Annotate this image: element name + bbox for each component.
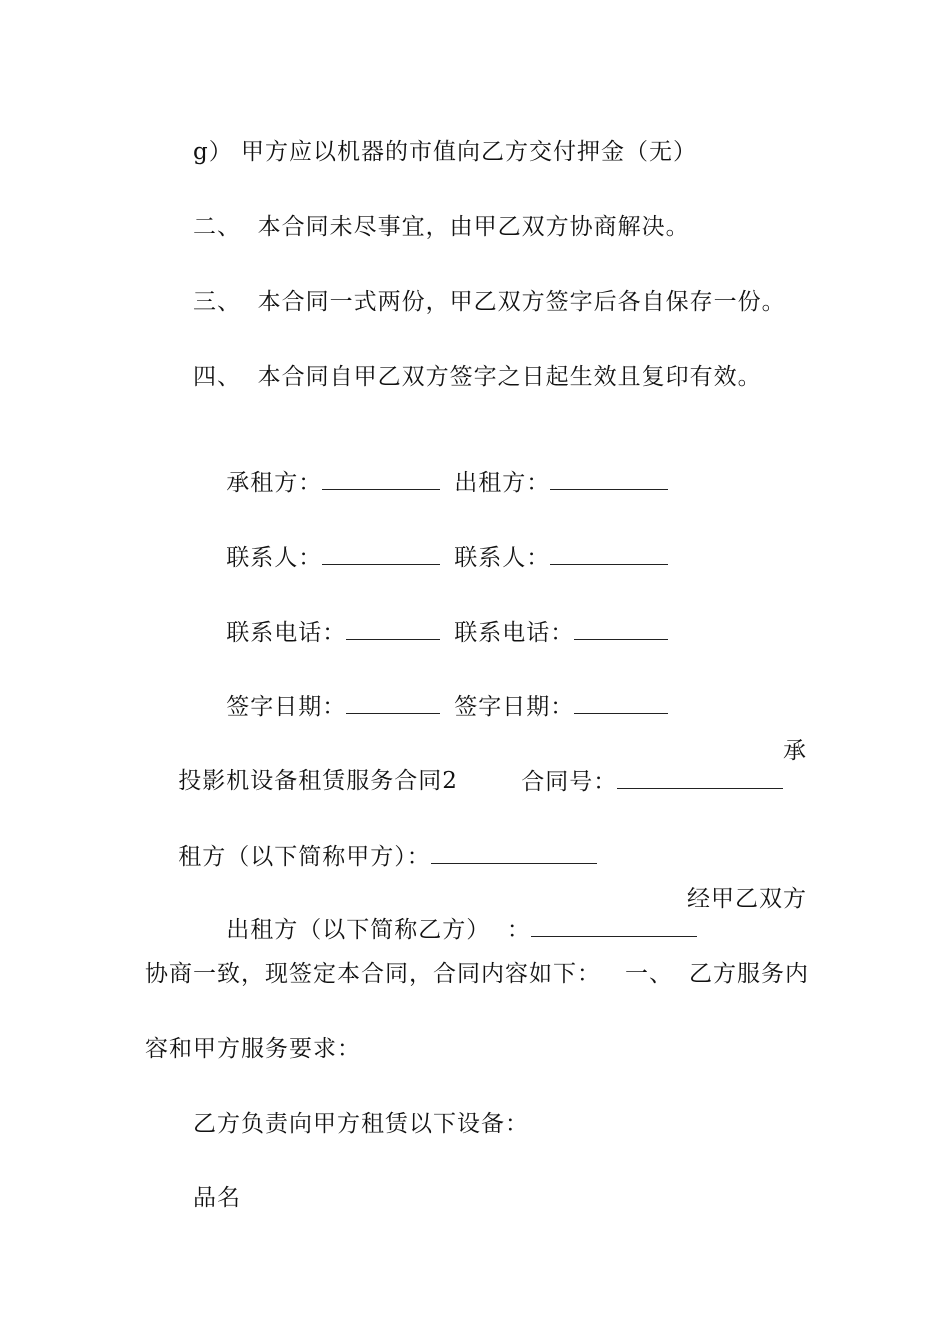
lessor-rest: 出租方（以下简称乙方） ： — [226, 917, 531, 943]
section-one-start: 乙方服务内 — [689, 961, 809, 987]
item-name-heading: 品名 — [193, 1185, 241, 1211]
date-blank — [346, 691, 440, 714]
lessee-start: 承 — [783, 738, 807, 764]
section-one-num: 一、 — [625, 961, 673, 987]
equipment-intro: 乙方负责向甲方租赁以下设备： — [193, 1111, 529, 1137]
clause-g: g） 甲方应以机器的市值向乙方交付押金（无） — [193, 139, 698, 165]
date-blank-2 — [574, 691, 668, 714]
lessee-name-blank — [431, 841, 597, 864]
contract-number-blank — [617, 766, 783, 789]
lessor-name-blank — [531, 914, 697, 937]
contract-number-label: 合同号： — [521, 769, 618, 795]
lessee-label: 承租方： — [226, 470, 323, 496]
phone-blank-2 — [574, 617, 668, 640]
phone-blank — [346, 617, 440, 640]
contact-label-2: 联系人： — [454, 545, 551, 571]
lessee-blank — [322, 467, 440, 490]
contact-blank — [322, 542, 440, 565]
clause-four: 四、 本合同自甲乙双方签字之日起生效且复印有效。 — [193, 364, 762, 390]
section-one-rest: 容和甲方服务要求： — [145, 1036, 361, 1062]
date-label-2: 签字日期： — [454, 694, 575, 720]
lessor-blank — [550, 467, 668, 490]
phone-label-2: 联系电话： — [454, 620, 575, 646]
lessee-rest: 租方（以下简称甲方）： — [178, 844, 431, 870]
contact-blank-2 — [550, 542, 668, 565]
phone-label: 联系电话： — [226, 620, 347, 646]
agree-line: 协商一致，现签定本合同，合同内容如下： — [145, 961, 601, 987]
date-label: 签字日期： — [226, 694, 347, 720]
agree-start: 经甲乙双方 — [687, 886, 807, 912]
contract2-title: 投影机设备租赁服务合同2 — [178, 768, 458, 794]
clause-three: 三、 本合同一式两份，甲乙双方签字后各自保存一份。 — [193, 289, 786, 315]
clause-two: 二、 本合同未尽事宜，由甲乙双方协商解决。 — [193, 214, 690, 240]
lessor-label: 出租方： — [454, 470, 551, 496]
contact-label: 联系人： — [226, 545, 323, 571]
